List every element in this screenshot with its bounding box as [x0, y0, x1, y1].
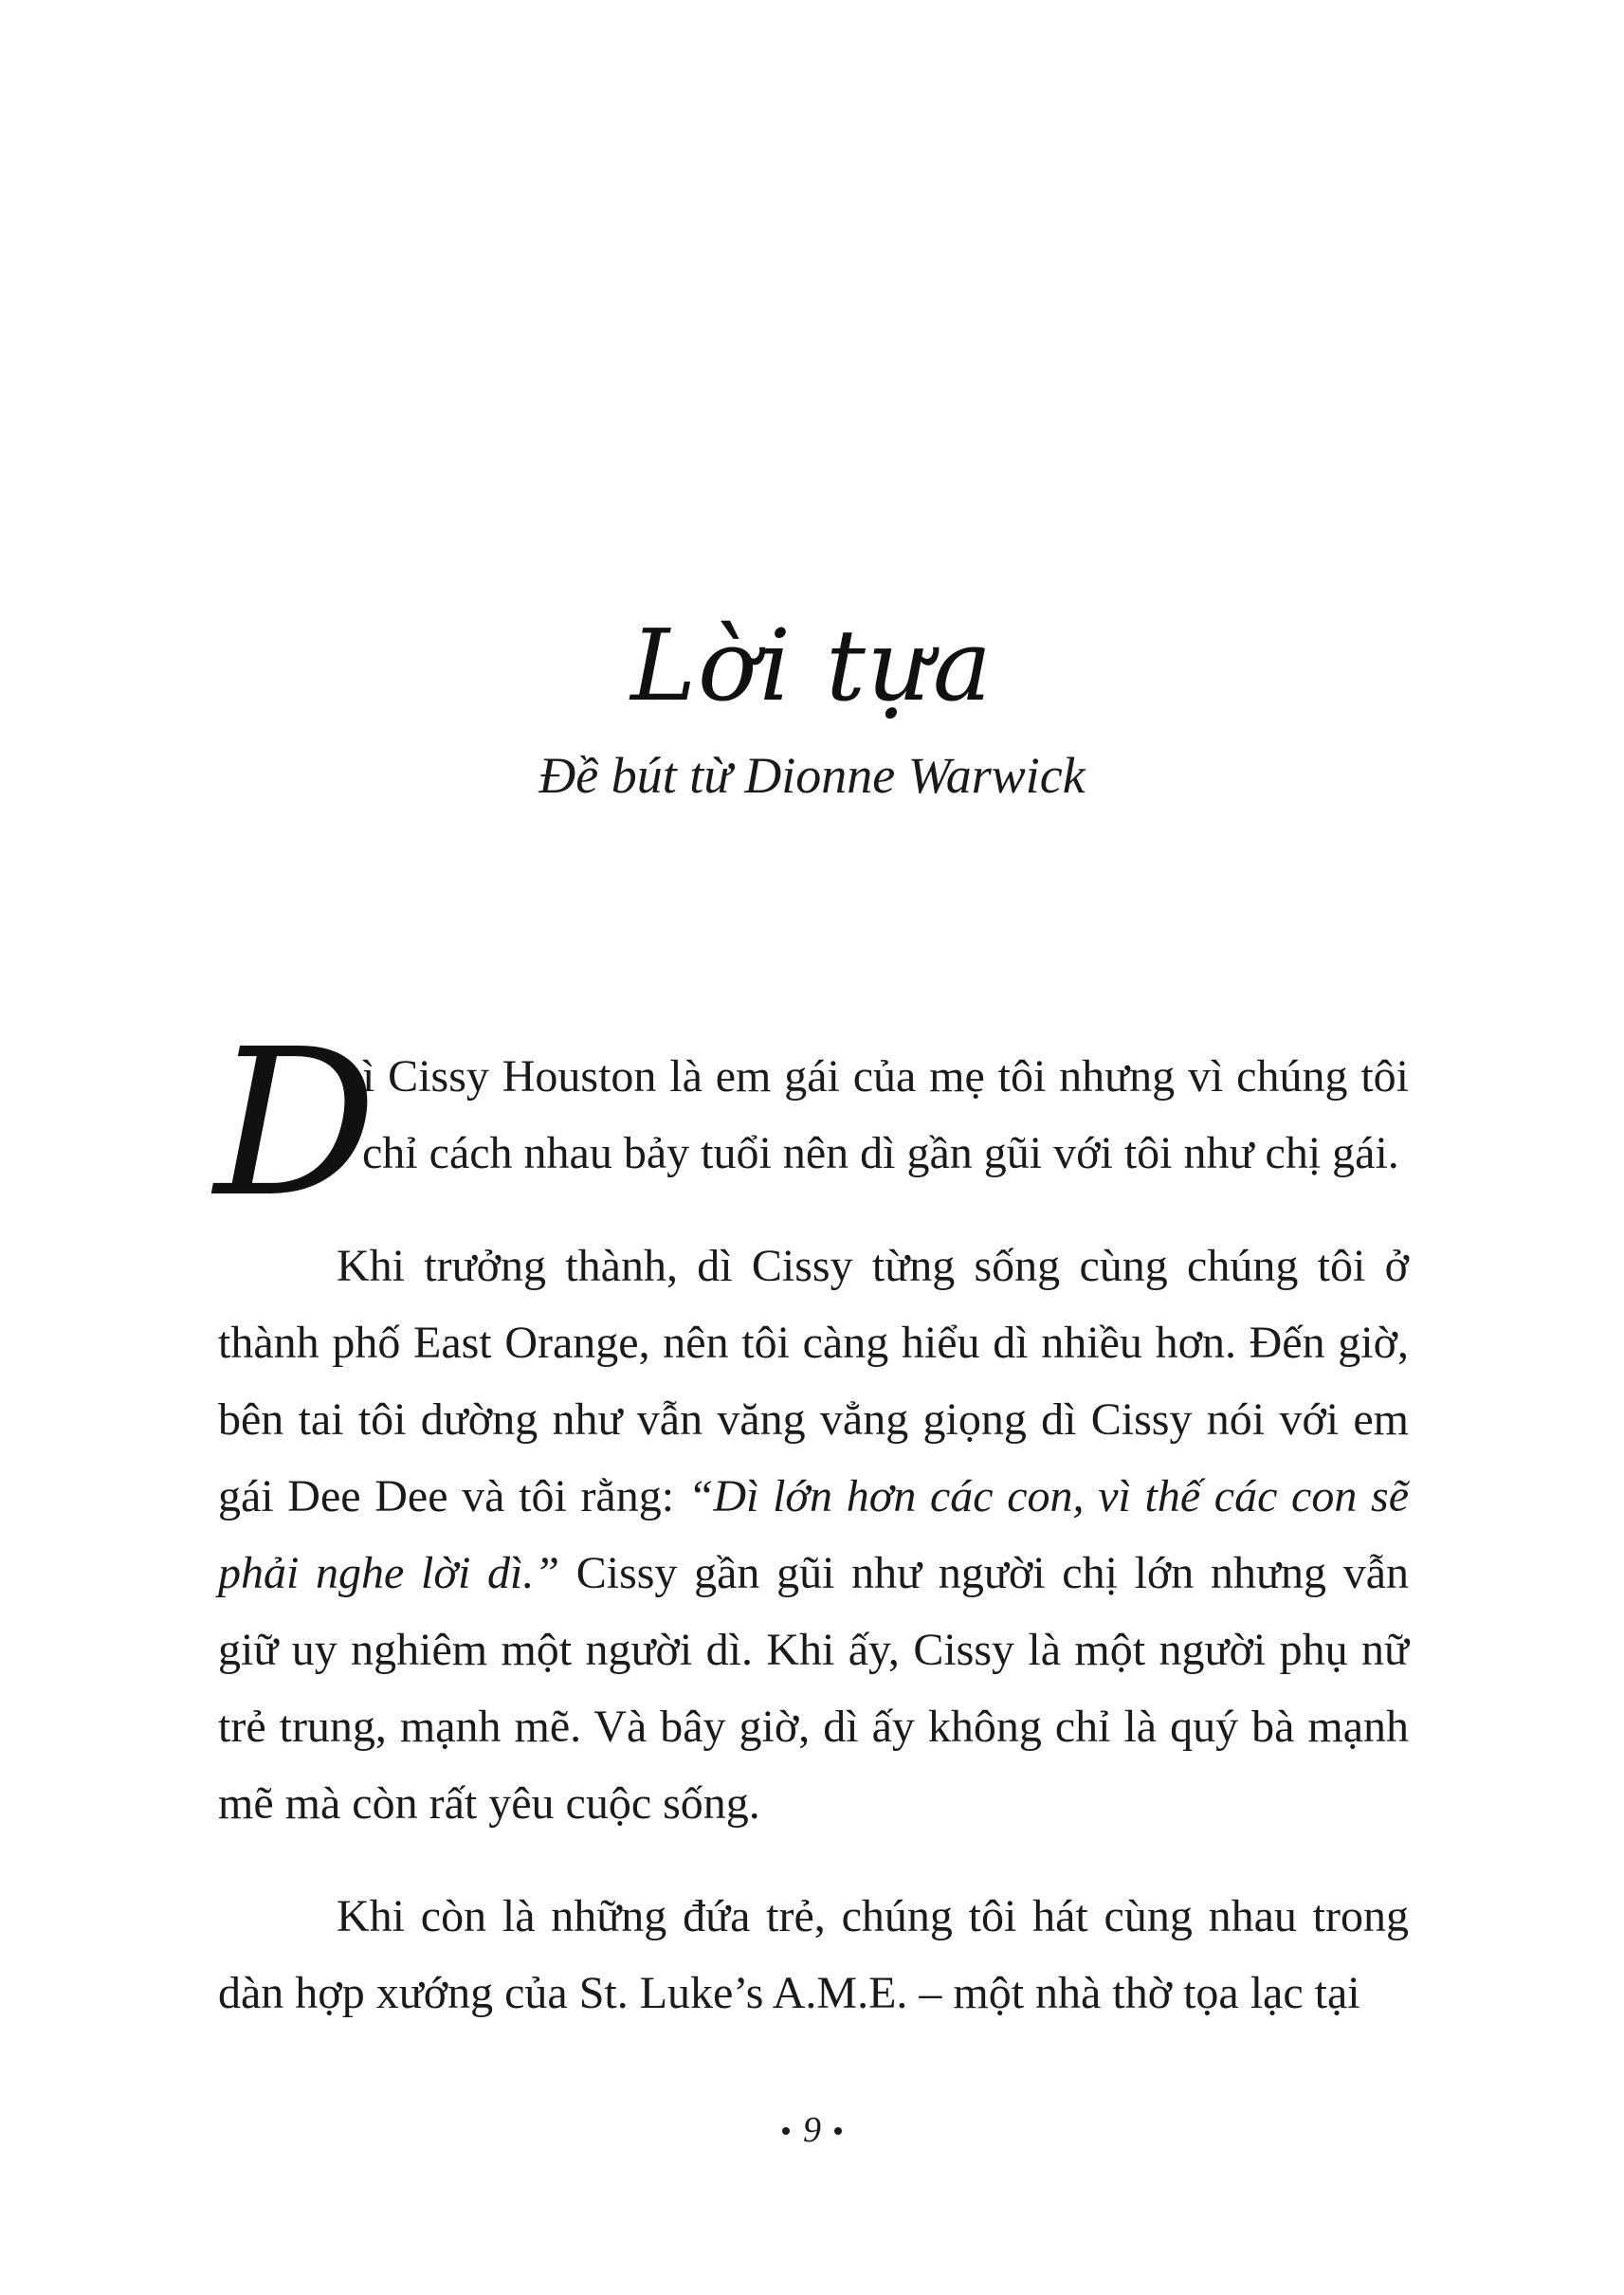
- page-number: [0, 2109, 1624, 2153]
- paragraph-2-quote: “Dì lớn hơn các con, vì thế các con sẽ phải nghe lời dì.”: [218, 1471, 1409, 1598]
- chapter-title: Lời tựa: [630, 608, 994, 723]
- dot-ornament-right: [834, 2127, 842, 2135]
- drop-cap: D: [214, 1006, 377, 1242]
- paragraph-3-text: Khi còn là những đứa trẻ, chúng tôi hát cùng nhau trong dàn hợp xướng của St. Luke’s A.M.E. – một nhà thờ tọa lạc tại: [218, 1891, 1409, 2018]
- paragraph-1-text: ì Cissy Houston là em gái của mẹ tôi nhưng vì chúng tôi chỉ cách nhau bảy tuổi nên dì gần gũi với tôi như chị gái.: [362, 1051, 1409, 1178]
- paragraph-2-text-after: Cissy gần gũi như người chị lớn nhưng vẫn giữ uy nghiêm một người dì. Khi ấy, Cissy là một người phụ nữ trẻ trung, mạnh mẽ. Và bây giờ, dì ấy không chỉ là quý bà mạnh mẽ mà còn rất yêu cuộc sống.: [218, 1548, 1409, 1829]
- dot-ornament-left: [782, 2127, 790, 2135]
- body-text: [214, 1006, 1409, 2067]
- paragraph-3: [218, 1878, 1409, 2031]
- paragraph-2: [218, 1228, 1409, 1842]
- chapter-subtitle: Đề bút từ Dionne Warwick: [538, 747, 1086, 804]
- paragraph-1: [214, 1006, 1409, 1242]
- page-number-value: 9: [803, 2110, 821, 2150]
- paragraph-2-text-before: Khi trưởng thành, dì Cissy từng sống cùng chúng tôi ở thành phố East Orange, nên tôi càng hiểu dì nhiều hơn. Đến giờ, bên tai tôi dường như vẫn văng vẳng giọng dì Cissy nói với em gái Dee Dee và tôi rằng:: [218, 1241, 1409, 1521]
